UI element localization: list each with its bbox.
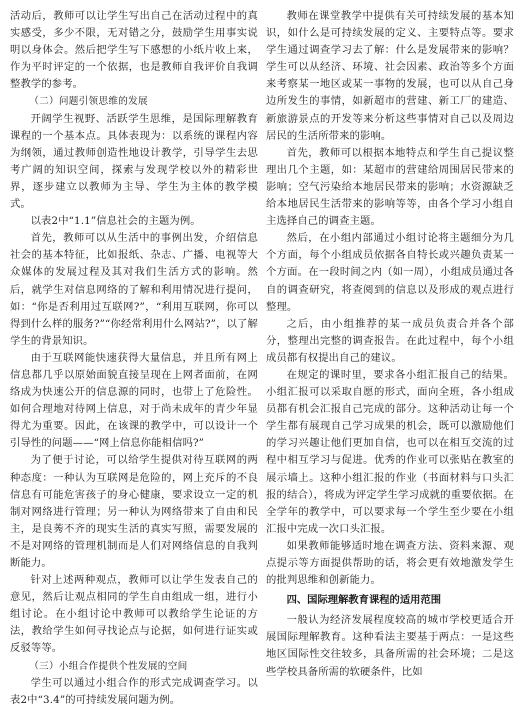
paragraph: 一般认为经济发展程度较高的城市学校更适合开展国际理解教育。这种看法主要基于两点：一是这些地区国际性交往较多，具备所需的社会环境；二是这些学校具备所需的软硬条件，比如 bbox=[266, 614, 514, 678]
chapter-heading: 四、国际理解教育课程的适用范围 bbox=[286, 594, 442, 607]
paragraph: 活动后，教师可以让学生写出自己在活动过程中的真实感受，多少不限，无对错之分，鼓励学生用事实说明以身体会。然后把学生写下感想的小纸片收上来，作为平时评定的一个依据，也是教师自我评价自我调整教学的参考。 bbox=[10, 10, 258, 91]
paragraph: 开阔学生视野、活跃学生思维，是国际理解教育课程的一个基本点。具体表现为：以系统的课程内容为纲领，通过教师创造性地设计教学，引导学生去思考广阔的知识空间，探索与发现学校以外的精彩世界，逐步建立以教师为主导、学生为主体的教学模式。 bbox=[10, 112, 258, 211]
paragraph: 教师在课堂教学中提供有关可持续发展的基本知识，如什么是可持续发展的定义、主要特点等。要求学生通过调查学习去了解：什么是发展带来的影响？学生可以从经济、环境、社会因素、政治等多个方面来考察某一地区或某一事物的发展，也可以从自己身边所发生的事情，如新超市的营建、新工厂的建造、新旅游景点的开发等来分析这些事情对自己以及周边居民的生活所带来的影响。 bbox=[266, 10, 514, 142]
paragraph: 如果教师能够适时地在调查方法、资料来源、观点提示等方面提供帮助的话，将会更有效地激发学生的批判思维和创新能力。 bbox=[266, 539, 514, 587]
section-heading: （二）问题引领思维的发展 bbox=[29, 96, 148, 108]
left-column bbox=[10, 8, 258, 709]
paragraph: 首先，教师可以根据本地特点和学生自己提议整理出几个主题，如：某超市的营建给周围居民带来的影响；空气污染给本地居民带来的影响；水资源缺乏给本地居民生活带来的影响等等，由各个学习小组自主选择自己的调查主题。 bbox=[266, 146, 514, 228]
paragraph: 然后，在小组内部通过小组讨论将主题细分为几个方面，每个小组成员依据各自特长或兴趣负责某一个方面。在一段时间之内（如一周），小组成员通过各自的调查研究，将查阅到的信息以及形成的观点进行整理。 bbox=[266, 232, 514, 313]
paragraph: 首先，教师可以从生活中的事例出发，介绍信息社会的基本特征，比如报纸、杂志、广播、电视等大众媒体的发展过程及其对我们生活方式的影响。然后，就学生对信息网络的了解和利用情况进行提问，如：“你是否利用过互联网?”，“利用互联网，你可以得到什么样的服务?”“你经常利用什么网站?”，以了解学生的背景知识。 bbox=[10, 232, 258, 347]
section-heading: （三）小组合作提供个性发展的空间 bbox=[29, 660, 188, 672]
paragraph: 为了便于讨论，可以给学生提供对待互联网的两种态度：一种认为互联网是危险的，网上充斥的不良信息有可能危害孩子的身心健康，要求设立一定的机制对网络进行管理；另一种认为网络带来了自由和民主，是良莠不齐的现实生活的真实写照，需要发展的不是对网络的管理机制而是人们对网络信息的自我判断能力。 bbox=[10, 454, 258, 569]
paragraph: 由于互联网能快速获得大量信息，并且所有网上信息都几乎以原始面貌直接呈现在上网者面前，在网络成为快速公开的信息源的同时，也带上了危险性。如何合理地对待网上信息，对于尚未成年的青少年显得尤为重要。因此，在该课的教学中，可以设计一个引导性的问题——“网上信息你能相信吗?” bbox=[10, 351, 258, 450]
right-column bbox=[266, 8, 514, 681]
paragraph: 之后，由小组推荐的某一成员负责合并各个部分，整理出完整的调查报告。在此过程中，每个小组成员都有权提出自己的建议。 bbox=[266, 317, 514, 364]
paragraph: 针对上述两种观点，教师可以让学生发表自己的意见，然后让观点相同的学生自由组成一组，进行小组讨论。在小组讨论中教师可以教给学生论证的方法，教给学生如何寻找论点与论据，如何进行证实或反驳等等。 bbox=[10, 574, 258, 655]
paragraph: 学生可以通过小组合作的形式完成调查学习。以表2中“3.4”的可持续发展问题为例。 bbox=[10, 676, 258, 706]
paragraph: 以表2中“1.1”信息社会的主题为例。 bbox=[30, 215, 201, 228]
paragraph: 在规定的课时里，要求各小组汇报自己的结果。小组汇报可以采取自愿的形式，面向全班，各小组成员都有机会汇报自己完成的部分。这种活动让每一个学生都有展现自己学习成果的机会，既可以激励他们的学习兴趣让他们更加自信，也可以在相互交流的过程中相互学习与促进。优秀的作业可以张贴在教室的展示墙上。这种小组汇报的作业（书面材料与口头汇报的结合），将成为评定学生学习成就的重要依据。在全学年的教学中，可以要求每一个学生至少要在小组汇报中完成一次口头汇报。 bbox=[266, 368, 514, 535]
